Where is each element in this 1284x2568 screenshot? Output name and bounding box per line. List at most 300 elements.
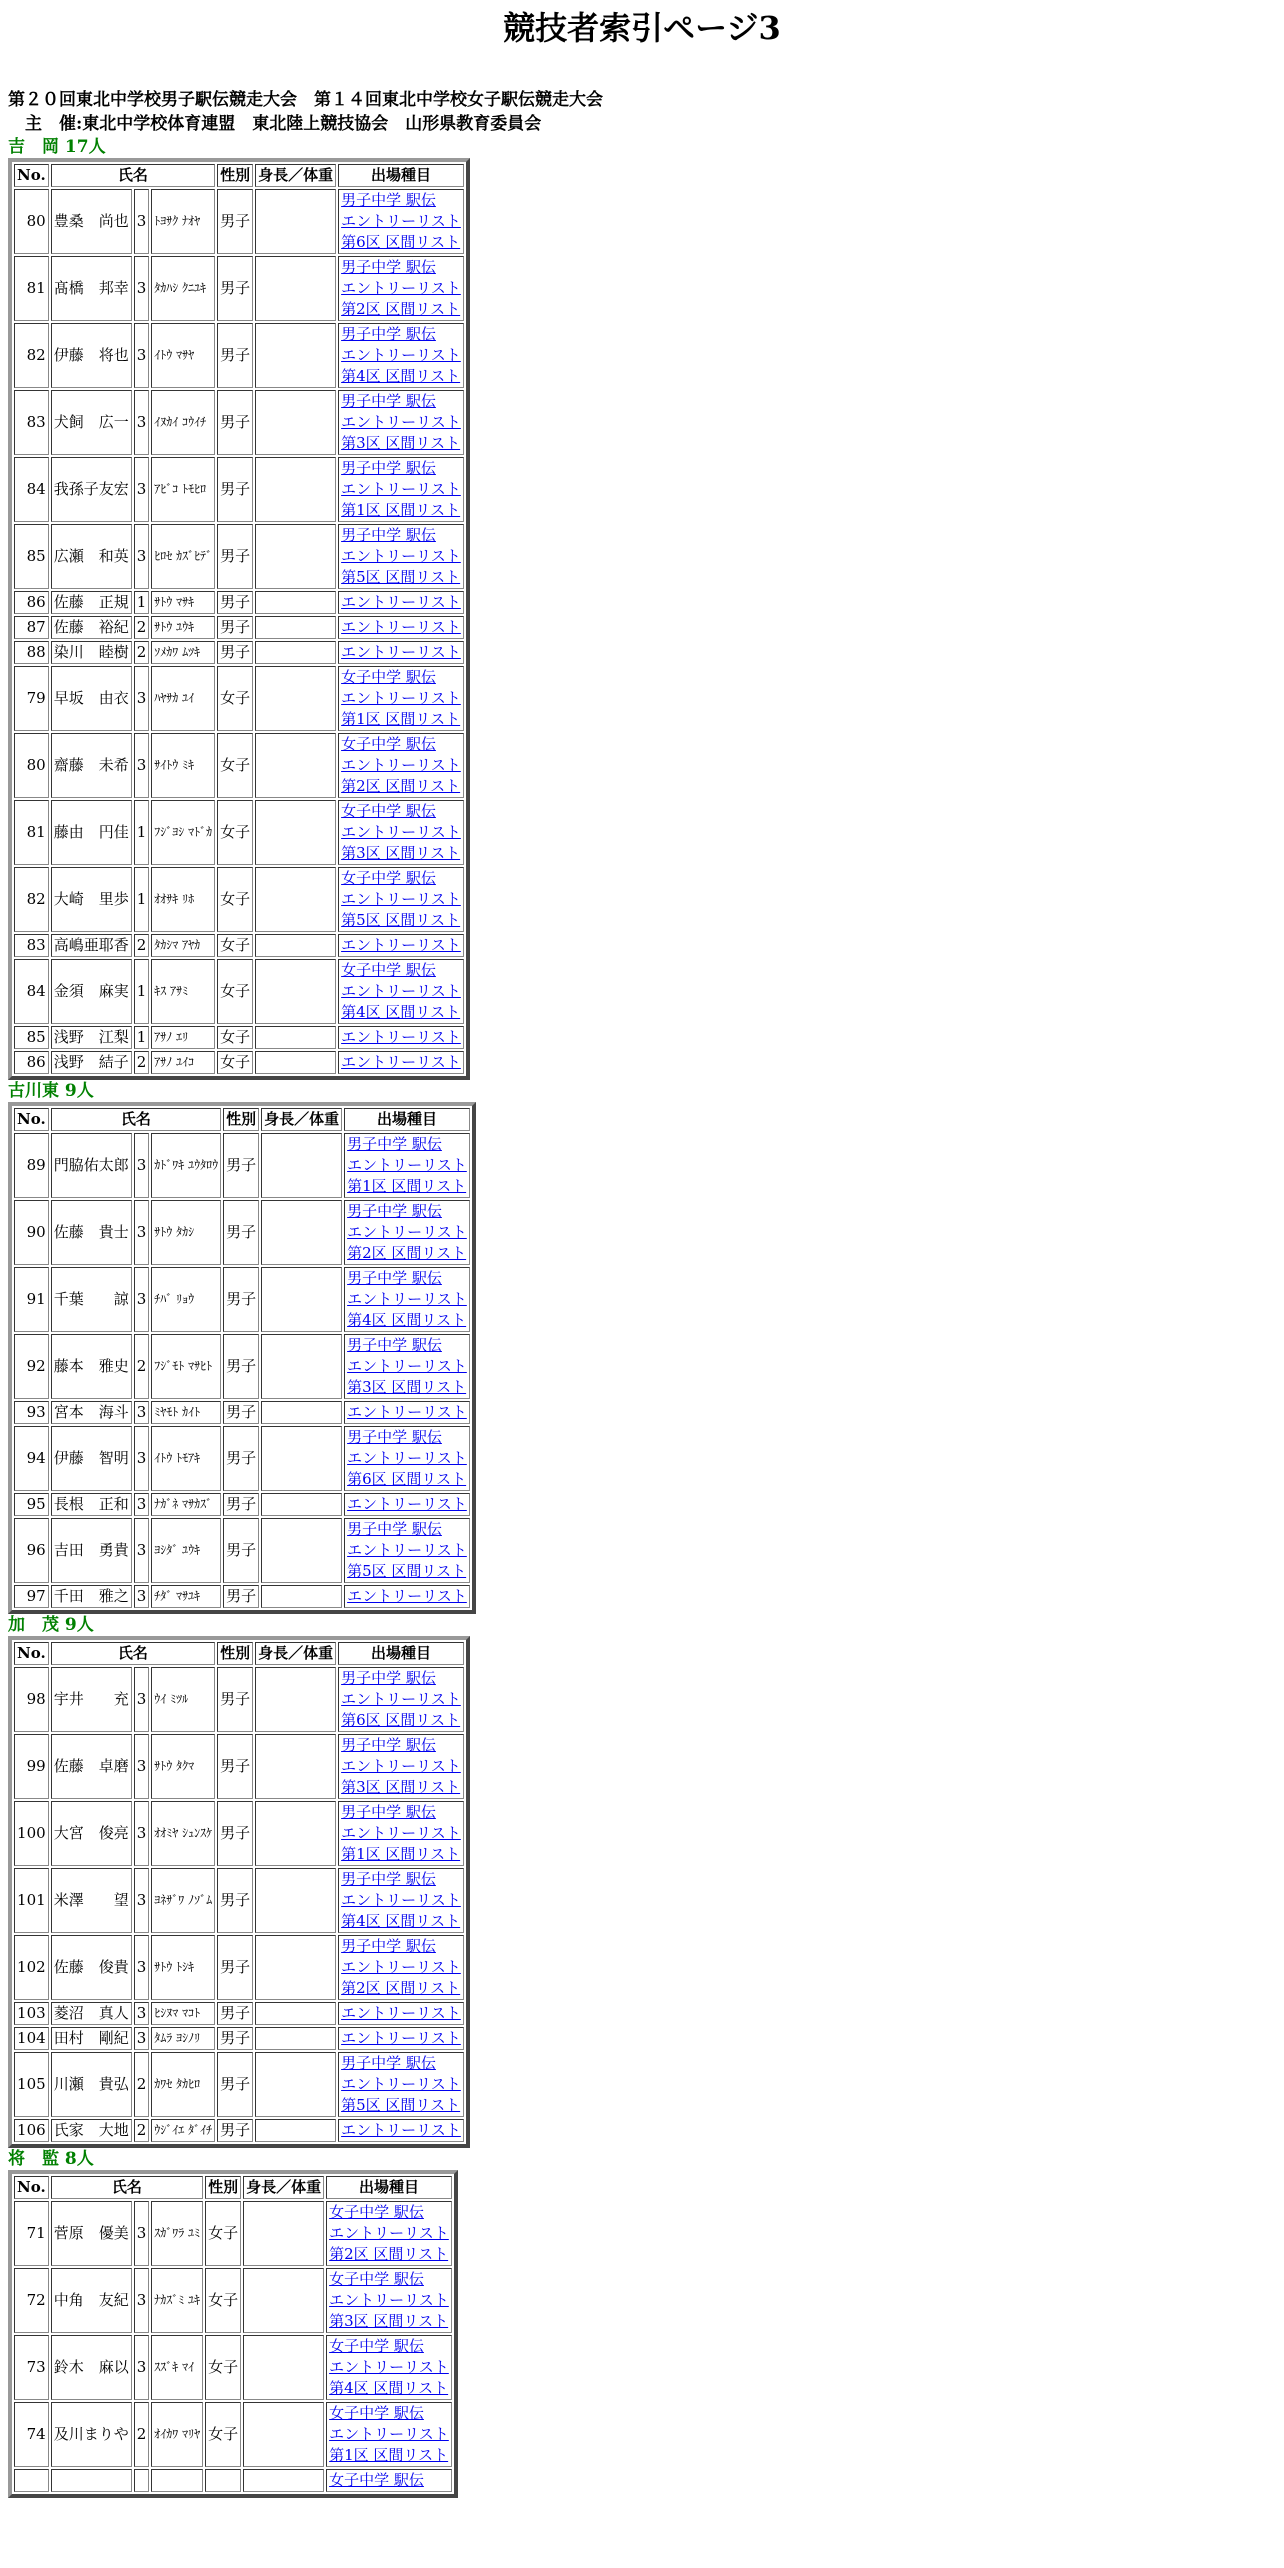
- table-row: [14, 2119, 464, 2142]
- athlete-height-weight: [255, 1026, 336, 1049]
- athlete-height-weight: [255, 256, 336, 321]
- athlete-sex: 男子: [223, 1493, 259, 1516]
- event-link[interactable]: 第4区 区間リスト: [329, 2379, 449, 2397]
- athlete-number: 99: [14, 1734, 49, 1799]
- event-link[interactable]: エントリーリスト: [347, 1403, 467, 1421]
- athlete-events: [338, 666, 464, 731]
- event-link[interactable]: エントリーリスト: [347, 1290, 467, 1308]
- table-row: [14, 959, 464, 1024]
- event-link[interactable]: 第1区 区間リスト: [341, 501, 461, 519]
- event-link[interactable]: 男子中学 駅伝: [341, 1669, 436, 1687]
- table-row: [14, 390, 464, 455]
- table-row: [14, 323, 464, 388]
- event-link[interactable]: 第4区 区間リスト: [341, 1912, 461, 1930]
- event-link[interactable]: 男子中学 駅伝: [341, 392, 436, 410]
- event-link[interactable]: 男子中学 駅伝: [341, 1803, 436, 1821]
- athlete-sex: 男子: [217, 2027, 253, 2050]
- athlete-name: 佐藤 卓磨: [51, 1734, 132, 1799]
- athlete-events: [338, 2002, 464, 2025]
- event-link[interactable]: 第1区 区間リスト: [329, 2446, 449, 2464]
- athlete-number: 71: [14, 2201, 49, 2266]
- athlete-name: 早坂 由衣: [51, 666, 132, 731]
- event-link[interactable]: 第1区 区間リスト: [347, 1177, 467, 1195]
- event-link[interactable]: 第1区 区間リスト: [341, 1845, 461, 1863]
- event-link[interactable]: エントリーリスト: [347, 1587, 467, 1605]
- athlete-sex: 女子: [217, 800, 253, 865]
- athlete-sex: 男子: [223, 1200, 259, 1265]
- athlete-grade: 3: [134, 1585, 150, 1608]
- event-link[interactable]: 男子中学 駅伝: [347, 1428, 442, 1446]
- table-row: [14, 2201, 452, 2266]
- athlete-number: 95: [14, 1493, 49, 1516]
- athlete-grade: 1: [134, 867, 150, 932]
- athlete-height-weight: [255, 2027, 336, 2050]
- athlete-events: [338, 934, 464, 957]
- header-sex: 性別: [205, 2176, 241, 2199]
- athlete-number: 87: [14, 616, 49, 639]
- event-link[interactable]: 女子中学 駅伝: [341, 961, 436, 979]
- event-link[interactable]: 第2区 区間リスト: [341, 1979, 461, 1997]
- event-link[interactable]: エントリーリスト: [347, 1156, 467, 1174]
- event-link[interactable]: 男子中学 駅伝: [341, 258, 436, 276]
- athlete-kana: ｵｵｻｷ ﾘﾎ: [151, 867, 215, 932]
- event-link[interactable]: エントリーリスト: [341, 593, 461, 611]
- athlete-height-weight: [255, 1734, 336, 1799]
- athlete-events: [338, 1026, 464, 1049]
- table-row: [14, 2027, 464, 2050]
- table-row: [14, 524, 464, 589]
- athlete-events: [344, 1133, 470, 1198]
- athlete-kana: ﾖﾈｻﾞﾜ ﾉｿﾞﾑ: [151, 1868, 215, 1933]
- athlete-sex: 女子: [217, 733, 253, 798]
- event-link[interactable]: 男子中学 駅伝: [341, 526, 436, 544]
- athlete-sex: 男子: [217, 591, 253, 614]
- athlete-name: 浅野 江梨: [51, 1026, 132, 1049]
- event-link[interactable]: エントリーリスト: [341, 756, 461, 774]
- athlete-name: 千葉 諒: [51, 1267, 132, 1332]
- athlete-height-weight: [255, 2052, 336, 2117]
- athlete-number: [14, 2469, 49, 2492]
- athlete-name: 高嶋亜耶香: [51, 934, 132, 957]
- athlete-kana: ｱｻﾉ ﾕｲｺ: [151, 1051, 215, 1074]
- athlete-number: 101: [14, 1868, 49, 1933]
- athlete-grade: 3: [134, 1133, 150, 1198]
- event-header: [8, 88, 1284, 136]
- athlete-height-weight: [255, 666, 336, 731]
- athlete-sex: 男子: [223, 1585, 259, 1608]
- event-link[interactable]: 第4区 区間リスト: [347, 1311, 467, 1329]
- event-link[interactable]: 第1区 区間リスト: [341, 710, 461, 728]
- athlete-number: 84: [14, 457, 49, 522]
- event-link[interactable]: 第5区 区間リスト: [341, 568, 461, 586]
- event-link[interactable]: 女子中学 駅伝: [341, 802, 436, 820]
- table-row: [14, 641, 464, 664]
- athlete-sex: 男子: [217, 457, 253, 522]
- athlete-grade: 1: [134, 800, 150, 865]
- athlete-number: 80: [14, 189, 49, 254]
- athlete-name: 菱沼 真人: [51, 2002, 132, 2025]
- table-row: [14, 733, 464, 798]
- athlete-height-weight: [255, 457, 336, 522]
- athlete-height-weight: [261, 1267, 342, 1332]
- event-link[interactable]: 第2区 区間リスト: [347, 1244, 467, 1262]
- athlete-events: [344, 1585, 470, 1608]
- event-link[interactable]: エントリーリスト: [341, 890, 461, 908]
- athlete-grade: 3: [134, 323, 150, 388]
- athlete-name: 氏家 大地: [51, 2119, 132, 2142]
- athlete-events: [338, 733, 464, 798]
- athlete-kana: ﾖｼﾀﾞ ﾕｳｷ: [151, 1518, 221, 1583]
- athlete-sex: 男子: [217, 641, 253, 664]
- table-row: [14, 2268, 452, 2333]
- athlete-events: [344, 1200, 470, 1265]
- school-heading: 吉 岡 17人: [8, 137, 106, 157]
- event-link[interactable]: エントリーリスト: [341, 1757, 461, 1775]
- table-row: [14, 934, 464, 957]
- event-link[interactable]: エントリーリスト: [341, 823, 461, 841]
- event-link[interactable]: 男子中学 駅伝: [341, 1736, 436, 1754]
- athlete-events: [338, 1667, 464, 1732]
- athlete-name: 川瀬 貴弘: [51, 2052, 132, 2117]
- athlete-number: 97: [14, 1585, 49, 1608]
- athlete-sex: 男子: [217, 1801, 253, 1866]
- header-name: 氏名: [51, 2176, 203, 2199]
- event-link[interactable]: 女子中学 駅伝: [329, 2337, 424, 2355]
- event-link[interactable]: 第3区 区間リスト: [341, 1778, 461, 1796]
- event-link[interactable]: 男子中学 駅伝: [341, 1870, 436, 1888]
- event-link[interactable]: エントリーリスト: [341, 2075, 461, 2093]
- athlete-height-weight: [261, 1585, 342, 1608]
- event-link[interactable]: エントリーリスト: [341, 2029, 461, 2047]
- header-height-weight: 身長／体重: [243, 2176, 324, 2199]
- athlete-height-weight: [261, 1401, 342, 1424]
- event-link[interactable]: エントリーリスト: [329, 2224, 449, 2242]
- event-link[interactable]: エントリーリスト: [341, 1824, 461, 1842]
- athlete-number: 85: [14, 1026, 49, 1049]
- athlete-grade: 3: [134, 1667, 150, 1732]
- athlete-kana: ｻﾄｳ ﾀｸﾏ: [151, 1734, 215, 1799]
- athlete-name: 藤由 円佳: [51, 800, 132, 865]
- athlete-sex: 女子: [205, 2201, 241, 2266]
- athlete-grade: [134, 2469, 150, 2492]
- school-heading: 加 茂 9人: [8, 1615, 94, 1635]
- athlete-grade: 3: [134, 1518, 150, 1583]
- athlete-kana: ｱﾋﾞｺ ﾄﾓﾋﾛ: [151, 457, 215, 522]
- athlete-grade: 3: [134, 2027, 150, 2050]
- athlete-events: [326, 2469, 452, 2492]
- athlete-events: [338, 641, 464, 664]
- athlete-kana: ﾄﾖｻｸ ﾅｵﾔ: [151, 189, 215, 254]
- event-link[interactable]: 男子中学 駅伝: [347, 1336, 442, 1354]
- event-link[interactable]: エントリーリスト: [329, 2358, 449, 2376]
- event-link[interactable]: 第5区 区間リスト: [341, 911, 461, 929]
- event-link[interactable]: 女子中学 駅伝: [341, 668, 436, 686]
- header-events: 出場種目: [338, 164, 464, 187]
- athlete-name: 犬飼 広一: [51, 390, 132, 455]
- athlete-kana: ｱｻﾉ ｴﾘ: [151, 1026, 215, 1049]
- athlete-height-weight: [243, 2469, 324, 2492]
- athlete-name: 宮本 海斗: [51, 1401, 132, 1424]
- table-row: [14, 800, 464, 865]
- athlete-sex: 男子: [223, 1426, 259, 1491]
- table-row: [14, 1267, 470, 1332]
- athlete-number: 86: [14, 1051, 49, 1074]
- athlete-grade: 3: [134, 1426, 150, 1491]
- athlete-height-weight: [243, 2402, 324, 2467]
- athlete-events: [338, 457, 464, 522]
- athlete-kana: ｵｲｶﾜ ﾏﾘﾔ: [151, 2402, 203, 2467]
- athlete-kana: ｽｶﾞﾜﾗ ﾕﾐ: [151, 2201, 203, 2266]
- event-link[interactable]: 第3区 区間リスト: [341, 434, 461, 452]
- athlete-events: [338, 524, 464, 589]
- athlete-name: 染川 睦樹: [51, 641, 132, 664]
- event-link[interactable]: 男子中学 駅伝: [341, 191, 436, 209]
- athlete-number: 93: [14, 1401, 49, 1424]
- athlete-sex: 女子: [217, 1026, 253, 1049]
- athlete-name: 大宮 俊亮: [51, 1801, 132, 1866]
- event-link[interactable]: 男子中学 駅伝: [341, 1937, 436, 1955]
- table-row: [14, 2002, 464, 2025]
- event-title-line: 第２０回東北中学校男子駅伝競走大会 第１４回東北中学校女子駅伝競走大会: [8, 90, 603, 110]
- table-row: [14, 591, 464, 614]
- athlete-sex: 男子: [223, 1518, 259, 1583]
- event-link[interactable]: エントリーリスト: [341, 279, 461, 297]
- athlete-events: [338, 867, 464, 932]
- event-link[interactable]: エントリーリスト: [341, 982, 461, 1000]
- athlete-kana: ｶﾄﾞﾜｷ ﾕｳﾀﾛｳ: [151, 1133, 221, 1198]
- table-row: [14, 1518, 470, 1583]
- event-link[interactable]: 女子中学 駅伝: [329, 2404, 424, 2422]
- event-link[interactable]: エントリーリスト: [341, 1958, 461, 1976]
- event-link[interactable]: 第5区 区間リスト: [341, 2096, 461, 2114]
- event-link[interactable]: 女子中学 駅伝: [329, 2203, 424, 2221]
- athlete-events: [338, 959, 464, 1024]
- athlete-sex: 男子: [223, 1334, 259, 1399]
- event-link[interactable]: 男子中学 駅伝: [347, 1269, 442, 1287]
- event-link[interactable]: 女子中学 駅伝: [329, 2471, 424, 2489]
- athlete-number: 82: [14, 323, 49, 388]
- event-link[interactable]: 男子中学 駅伝: [341, 2054, 436, 2072]
- athlete-sex: 男子: [217, 390, 253, 455]
- athlete-sex: 男子: [223, 1401, 259, 1424]
- athlete-grade: 2: [134, 2119, 150, 2142]
- event-link[interactable]: 第5区 区間リスト: [347, 1562, 467, 1580]
- table-row: [14, 1051, 464, 1074]
- event-link[interactable]: 男子中学 駅伝: [347, 1202, 442, 1220]
- athlete-height-weight: [243, 2201, 324, 2266]
- table-row: [14, 256, 464, 321]
- athlete-name: 中角 友紀: [51, 2268, 132, 2333]
- athlete-events: [338, 1734, 464, 1799]
- event-link[interactable]: 男子中学 駅伝: [341, 459, 436, 477]
- athlete-sex: 男子: [223, 1267, 259, 1332]
- table-header-row: [14, 164, 464, 187]
- event-link[interactable]: エントリーリスト: [341, 480, 461, 498]
- athlete-number: 88: [14, 641, 49, 664]
- event-link[interactable]: 男子中学 駅伝: [341, 325, 436, 343]
- event-link[interactable]: エントリーリスト: [341, 212, 461, 230]
- athlete-grade: 3: [134, 733, 150, 798]
- event-link[interactable]: エントリーリスト: [341, 2121, 461, 2139]
- header-events: 出場種目: [344, 1108, 470, 1131]
- athlete-grade: 2: [134, 1051, 150, 1074]
- athlete-height-weight: [255, 867, 336, 932]
- header-height-weight: 身長／体重: [261, 1108, 342, 1131]
- athlete-name: 千田 雅之: [51, 1585, 132, 1608]
- event-link[interactable]: エントリーリスト: [329, 2291, 449, 2309]
- athlete-sex: 女子: [205, 2335, 241, 2400]
- athlete-events: [326, 2268, 452, 2333]
- table-header-row: [14, 1642, 464, 1665]
- event-link[interactable]: エントリーリスト: [341, 547, 461, 565]
- athlete-kana: ﾌｼﾞﾖｼ ﾏﾄﾞｶ: [151, 800, 215, 865]
- table-row: [14, 1667, 464, 1732]
- event-link[interactable]: 第2区 区間リスト: [341, 777, 461, 795]
- athlete-name: 佐藤 正規: [51, 591, 132, 614]
- athlete-grade: 3: [134, 1734, 150, 1799]
- athlete-name: 菅原 優美: [51, 2201, 132, 2266]
- athlete-kana: ｵｵﾐﾔ ｼｭﾝｽｹ: [151, 1801, 215, 1866]
- athlete-events: [338, 800, 464, 865]
- athlete-events: [344, 1426, 470, 1491]
- header-height-weight: 身長／体重: [255, 1642, 336, 1665]
- athlete-number: 98: [14, 1667, 49, 1732]
- athlete-name: 佐藤 俊貴: [51, 1935, 132, 2000]
- athlete-height-weight: [255, 1051, 336, 1074]
- event-link[interactable]: エントリーリスト: [341, 1028, 461, 1046]
- athlete-number: 96: [14, 1518, 49, 1583]
- athlete-events: [338, 323, 464, 388]
- athlete-sex: 男子: [217, 323, 253, 388]
- event-link[interactable]: エントリーリスト: [341, 1690, 461, 1708]
- event-link[interactable]: 第6区 区間リスト: [341, 233, 461, 251]
- athlete-kana: ﾅｶｽﾞﾐ ﾕｷ: [151, 2268, 203, 2333]
- athlete-grade: 1: [134, 591, 150, 614]
- header-no: No.: [14, 2176, 49, 2199]
- event-link[interactable]: 第3区 区間リスト: [329, 2312, 449, 2330]
- table-row: [14, 1401, 470, 1424]
- event-link[interactable]: エントリーリスト: [341, 618, 461, 636]
- event-link[interactable]: 女子中学 駅伝: [329, 2270, 424, 2288]
- table-row: [14, 1734, 464, 1799]
- school-heading: 古川東 9人: [8, 1081, 94, 1101]
- event-link[interactable]: エントリーリスト: [347, 1541, 467, 1559]
- athlete-number: 84: [14, 959, 49, 1024]
- event-link[interactable]: 女子中学 駅伝: [341, 735, 436, 753]
- athlete-kana: ｻﾄｳ ﾀｶｼ: [151, 1200, 221, 1265]
- table-row: [14, 457, 464, 522]
- athlete-number: 105: [14, 2052, 49, 2117]
- event-link[interactable]: エントリーリスト: [341, 643, 461, 661]
- athlete-events: [344, 1518, 470, 1583]
- event-link[interactable]: 男子中学 駅伝: [347, 1135, 442, 1153]
- athlete-height-weight: [255, 591, 336, 614]
- athlete-events: [344, 1401, 470, 1424]
- athlete-sex: 男子: [223, 1133, 259, 1198]
- event-link[interactable]: エントリーリスト: [347, 1449, 467, 1467]
- table-row: [14, 1868, 464, 1933]
- event-link[interactable]: 男子中学 駅伝: [347, 1520, 442, 1538]
- athlete-grade: 2: [134, 1334, 150, 1399]
- table-row: [14, 2052, 464, 2117]
- event-link[interactable]: 女子中学 駅伝: [341, 869, 436, 887]
- athlete-events: [338, 1868, 464, 1933]
- athlete-name: 藤本 雅史: [51, 1334, 132, 1399]
- athlete-kana: ｳｼﾞｲｴ ﾀﾞｲﾁ: [151, 2119, 215, 2142]
- athlete-height-weight: [261, 1493, 342, 1516]
- athlete-name: 鈴木 麻以: [51, 2335, 132, 2400]
- roster-table: [8, 1102, 476, 1614]
- athlete-events: [338, 1051, 464, 1074]
- athlete-grade: 3: [134, 1200, 150, 1265]
- athlete-grade: 3: [134, 666, 150, 731]
- event-link[interactable]: エントリーリスト: [341, 689, 461, 707]
- event-link[interactable]: 第4区 区間リスト: [341, 367, 461, 385]
- event-link[interactable]: 第3区 区間リスト: [347, 1378, 467, 1396]
- athlete-height-weight: [243, 2335, 324, 2400]
- athlete-number: 82: [14, 867, 49, 932]
- athlete-number: 86: [14, 591, 49, 614]
- event-link[interactable]: 第6区 区間リスト: [341, 1711, 461, 1729]
- table-row: [14, 2402, 452, 2467]
- event-link[interactable]: エントリーリスト: [341, 346, 461, 364]
- athlete-kana: ｿﾒｶﾜ ﾑﾂｷ: [151, 641, 215, 664]
- athlete-name: 長根 正和: [51, 1493, 132, 1516]
- athlete-grade: 3: [134, 2201, 150, 2266]
- event-link[interactable]: エントリーリスト: [329, 2425, 449, 2443]
- event-link[interactable]: エントリーリスト: [347, 1357, 467, 1375]
- event-link[interactable]: 第2区 区間リスト: [329, 2245, 449, 2263]
- athlete-height-weight: [255, 934, 336, 957]
- athlete-height-weight: [255, 1667, 336, 1732]
- athlete-height-weight: [255, 959, 336, 1024]
- event-link[interactable]: エントリーリスト: [341, 413, 461, 431]
- athlete-sex: 女子: [217, 1051, 253, 1074]
- event-link[interactable]: エントリーリスト: [347, 1495, 467, 1513]
- athlete-sex: 男子: [217, 1667, 253, 1732]
- athlete-sex: 女子: [217, 959, 253, 1024]
- athlete-height-weight: [261, 1518, 342, 1583]
- event-link[interactable]: 第2区 区間リスト: [341, 300, 461, 318]
- athlete-events: [338, 616, 464, 639]
- athlete-grade: 3: [134, 256, 150, 321]
- athlete-name: [51, 2469, 132, 2492]
- athlete-sex: 男子: [217, 256, 253, 321]
- event-link[interactable]: エントリーリスト: [347, 1223, 467, 1241]
- table-row: [14, 1935, 464, 2000]
- athlete-number: 94: [14, 1426, 49, 1491]
- event-link[interactable]: エントリーリスト: [341, 1053, 461, 1071]
- athlete-kana: ﾁﾊﾞ ﾘｮｳ: [151, 1267, 221, 1332]
- table-row: [14, 666, 464, 731]
- athlete-sex: 女子: [217, 666, 253, 731]
- event-link[interactable]: エントリーリスト: [341, 1891, 461, 1909]
- event-link[interactable]: エントリーリスト: [341, 2004, 461, 2022]
- event-link[interactable]: 第3区 区間リスト: [341, 844, 461, 862]
- event-link[interactable]: 第6区 区間リスト: [347, 1470, 467, 1488]
- athlete-kana: ｲﾄｳ ﾄﾓｱｷ: [151, 1426, 221, 1491]
- event-link[interactable]: 第4区 区間リスト: [341, 1003, 461, 1021]
- athlete-number: 106: [14, 2119, 49, 2142]
- athlete-number: 72: [14, 2268, 49, 2333]
- athlete-number: 73: [14, 2335, 49, 2400]
- athlete-kana: ｽｽﾞｷ ﾏｲ: [151, 2335, 203, 2400]
- table-row: [14, 189, 464, 254]
- athlete-grade: 3: [134, 457, 150, 522]
- athlete-kana: ｲﾇｶｲ ｺｳｲﾁ: [151, 390, 215, 455]
- event-link[interactable]: エントリーリスト: [341, 936, 461, 954]
- table-row: [14, 1026, 464, 1049]
